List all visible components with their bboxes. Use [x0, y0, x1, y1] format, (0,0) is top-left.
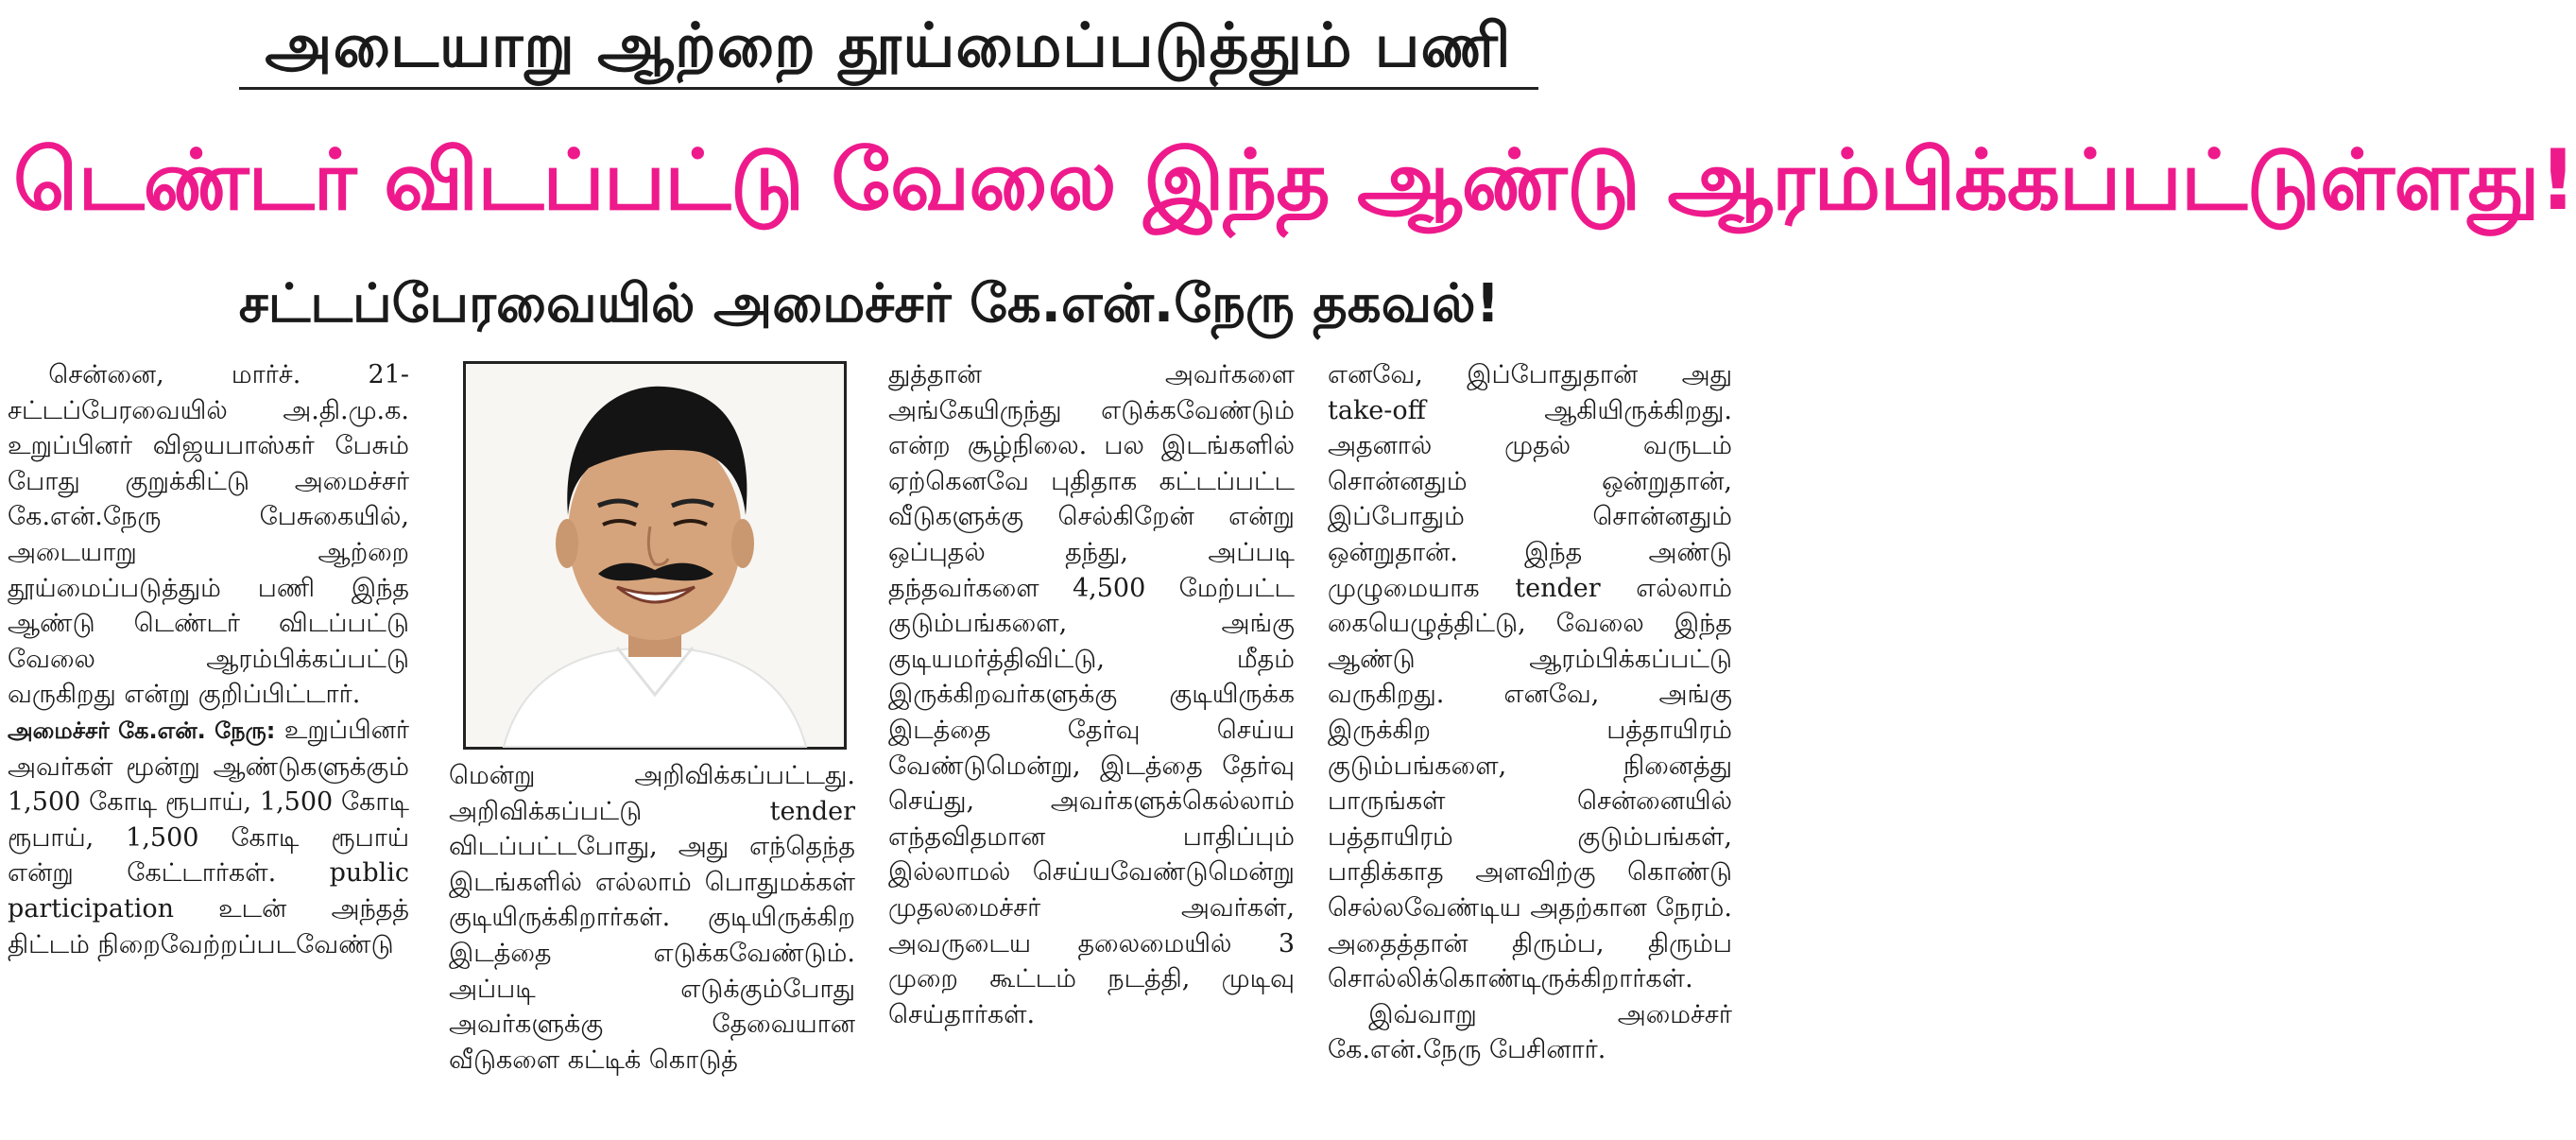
article-kicker: அடையாறு ஆற்றை தூய்மைப்படுத்தும் பணி — [265, 11, 1512, 81]
article-column-2 — [449, 758, 855, 1132]
minister-photo — [463, 361, 847, 750]
article-column-4 — [1328, 357, 1732, 1132]
kicker-underline — [239, 87, 1538, 90]
column-2-text: மென்று அறிவிக்கப்பட்டது. அறிவிக்கப்பட்டு tender விடப்பட்டபோது, அது எந்தெந்த இடங்களில் எல்லாம் பொதுமக்கள் குடியிருக்கிறார்கள். குடியிருக்கிற இடத்தை எடுக்கவேண்டும். அப்படி எடுக்கும்போது அவர்களுக்கு தேவையான வீடுகளை கட்டிக் கொடுத் — [449, 761, 855, 1075]
speaker-paragraph — [8, 713, 409, 962]
speech-text: உறுப்பினர் அவர்கள் மூன்று ஆண்டுகளுக்கும் 1,500 கோடி ரூபாய், 1,500 கோடி ரூபாய், 1,500 கோடி ரூபாய் என்று கேட்டார்கள். public participation உடன் அந்தத் திட்டம் நிறைவேற்றப்படவேண்டு — [8, 715, 409, 959]
column-3-text: துத்தான் அவர்களை அங்கேயிருந்து எடுக்கவேண்டும் என்ற சூழ்நிலை. பல இடங்களில் ஏற்கெனவே புதிதாக கட்டப்பட்ட வீடுகளுக்கு செல்கிறேன் என்று ஒப்புதல் தந்து, அப்படி தந்தவர்களை 4,500 மேற்பட்ட குடும்பங்களை, அங்கு குடியமர்த்திவிட்டு, மீதம் இருக்கிறவர்களுக்கு குடியிருக்க இடத்தை தேர்வு செய்ய வேண்டுமென்று, இடத்தை தேர்வு செய்து, அவர்களுக்கெல்லாம் எந்தவிதமான பாதிப்பும் இல்லாமல் செய்யவேண்டுமென்று முதலமைச்சர் அவர்கள், அவருடைய தலைமையில் 3 முறை கூட்டம் நடத்தி, முடிவு செய்தார்கள். — [888, 360, 1295, 1029]
column-4-text: எனவே, இப்போதுதான் அது take-off ஆகியிருக்கிறது. அதனால் முதல் வருடம் சொன்னதும் ஒன்றுதான், இப்போதும் சொன்னதும் ஒன்றுதான். இந்த அண்டு முழுமையாக tender எல்லாம் கையெழுத்திட்டு, வேலை இந்த ஆண்டு ஆரம்பிக்கப்பட்டு வருகிறது. எனவே, அங்கு இருக்கிற பத்தாயிரம் குடும்பங்களை, நினைத்து பாருங்கள் சென்னையில் பத்தாயிரம் குடும்பங்கள், பாதிக்காத அளவிற்கு கொண்டு செல்லவேண்டிய அதற்கான நேரம். அதைத்தான் திரும்ப, திரும்ப சொல்லிக்கொண்டிருக்கிறார்கள். — [1328, 360, 1732, 994]
closing-paragraph: இவ்வாறு அமைச்சர் கே.என்.நேரு பேசினார். — [1328, 999, 1732, 1065]
portrait-illustration — [466, 364, 844, 747]
article-subheadline: சட்டப்பேரவையில் அமைச்சர் கே.என்.நேரு தகவல்! — [238, 273, 1501, 335]
speaker-label: அமைச்சர் கே.என். நேரு: — [8, 717, 276, 744]
article-column-1 — [8, 357, 409, 1132]
dateline-paragraph: சென்னை, மார்ச். 21- சட்டப்பேரவையில் அ.தி.மு.க. உறுப்பினர் விஜயபாஸ்கர் பேசும் போது குறுக்கிட்டு அமைச்சர் கே.என்.நேரு பேசுகையில், அடையாறு ஆற்றை தூய்மைப்படுத்தும் பணி இந்த ஆண்டு டெண்டர் விடப்பட்டு வேலை ஆரம்பிக்கப்பட்டு வருகிறது என்று குறிப்பிட்டார். — [8, 360, 409, 710]
article-column-3 — [888, 357, 1295, 1132]
article-headline: டெண்டர் விடப்பட்டு வேலை இந்த ஆண்டு ஆரம்பிக்கப்பட்டுள்ளது! — [13, 131, 2576, 229]
